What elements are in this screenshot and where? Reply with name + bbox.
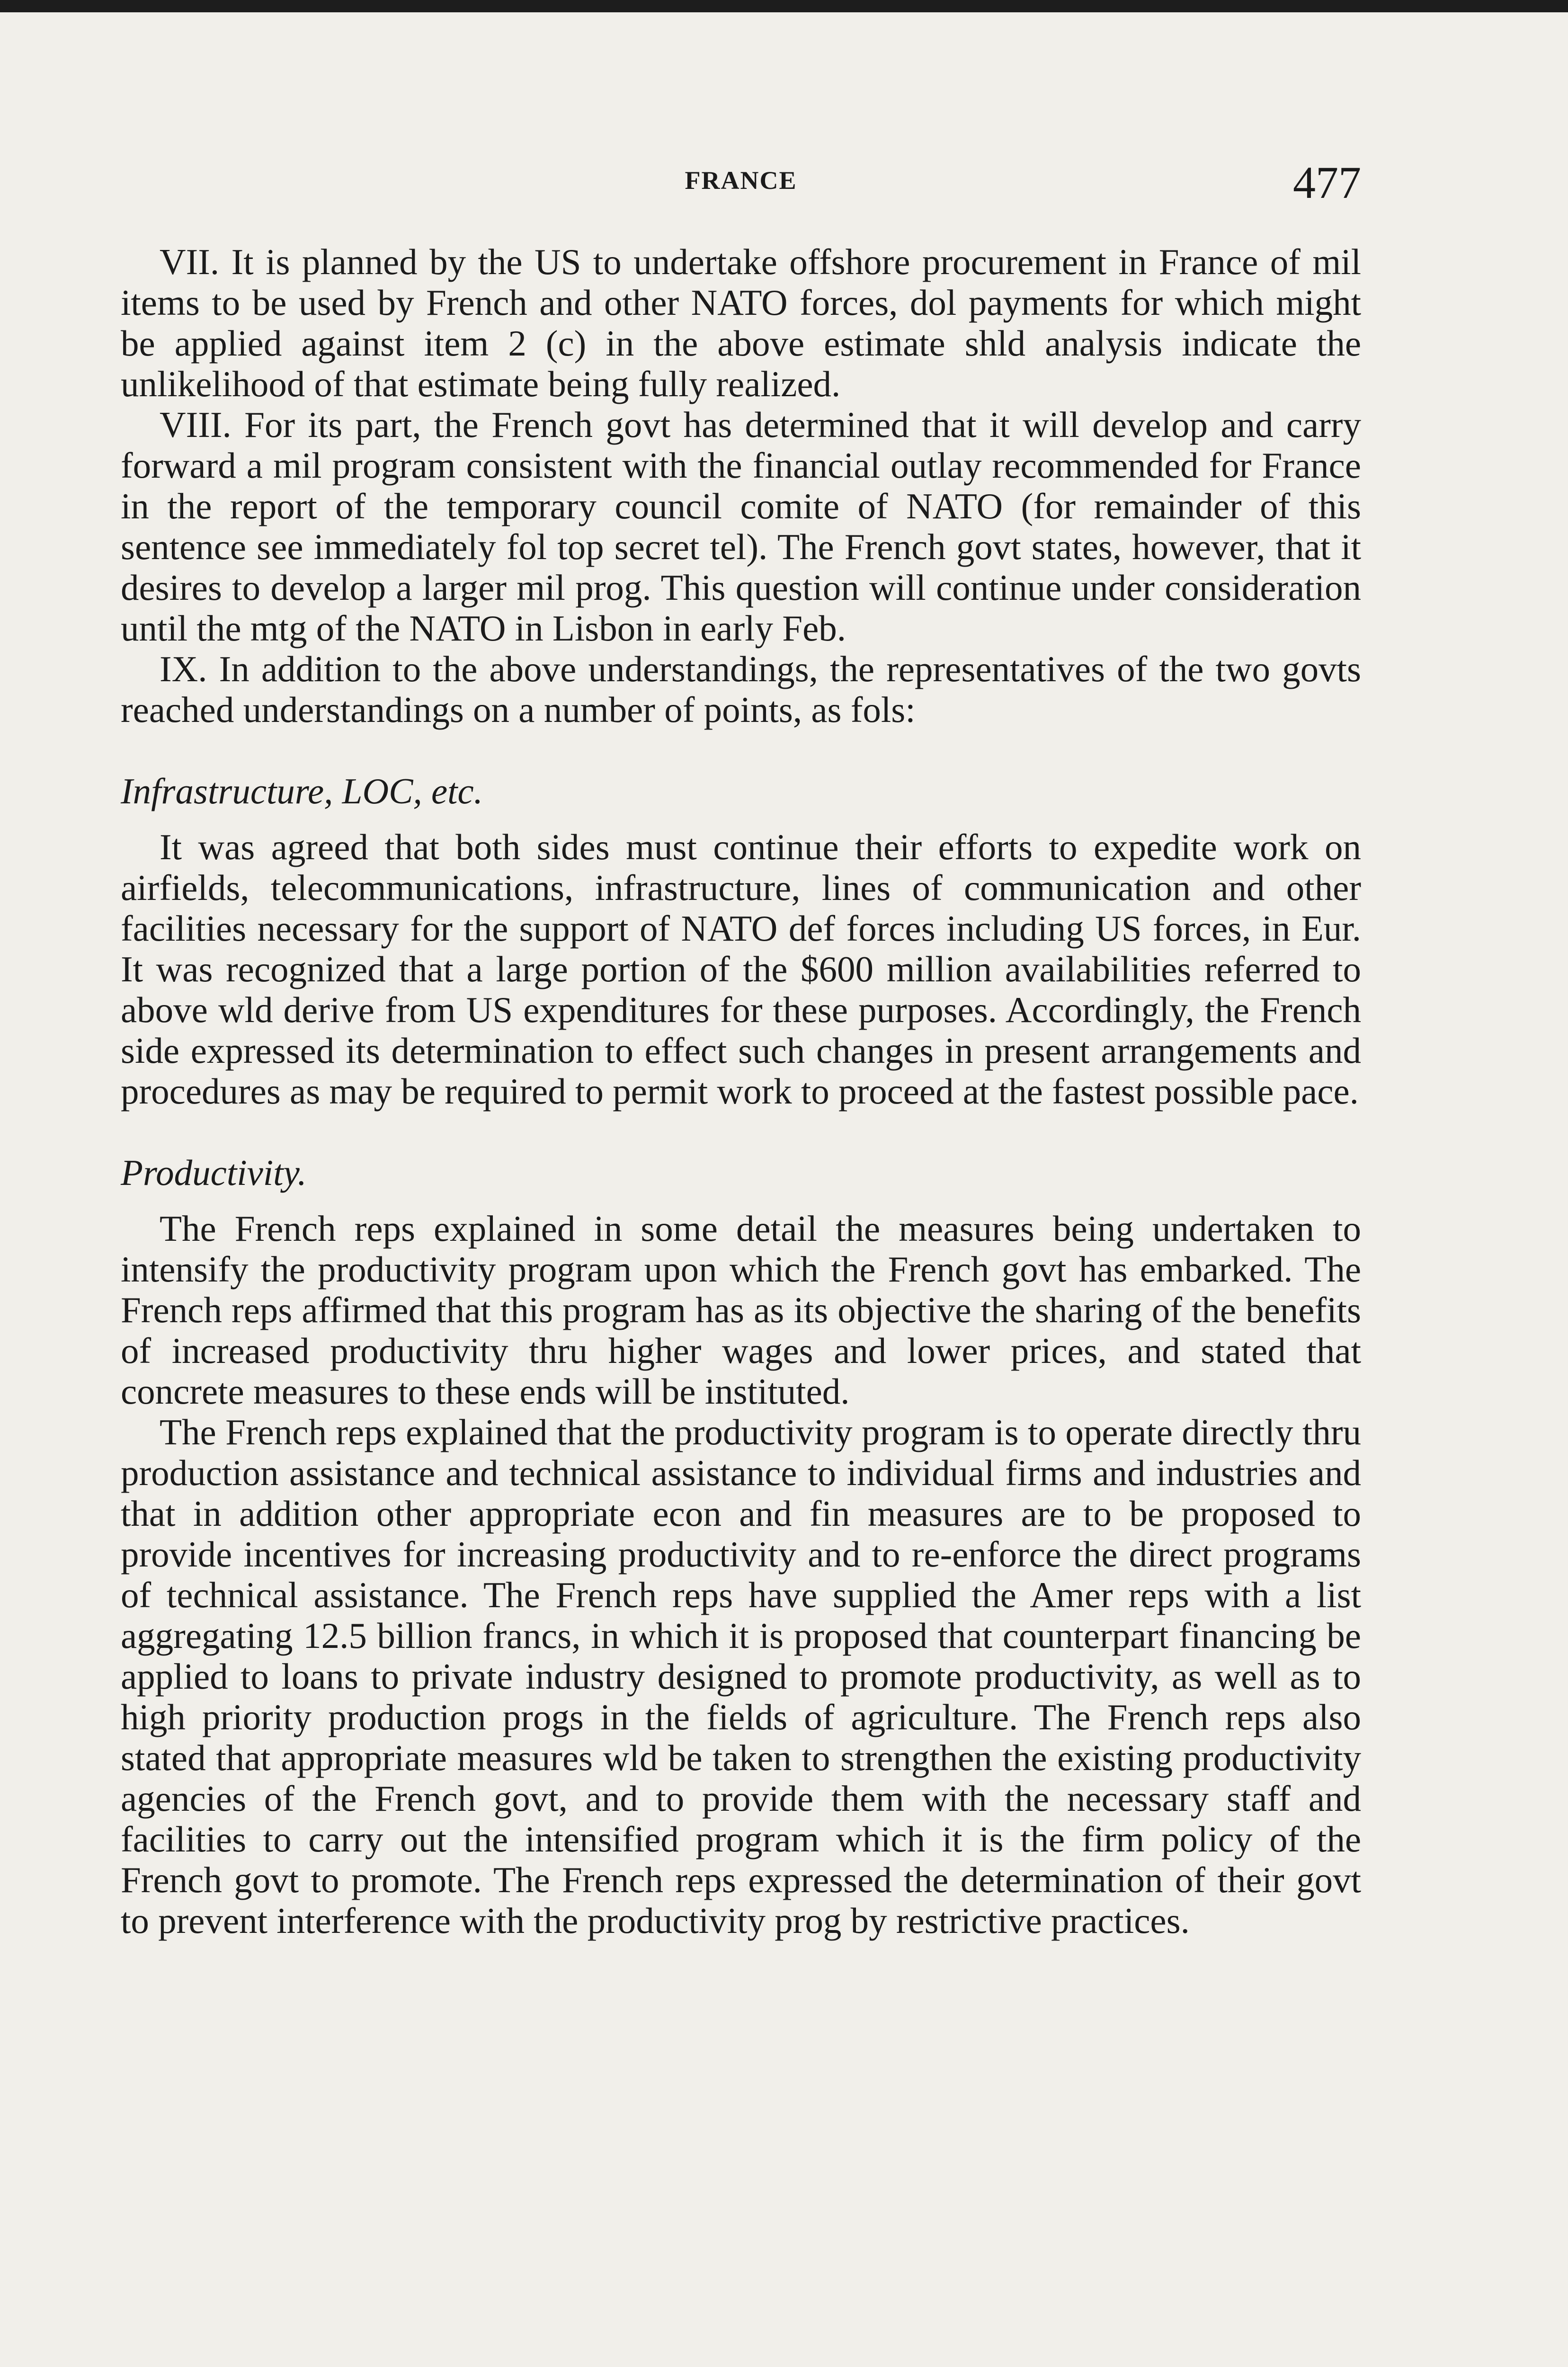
page-body [121, 241, 1361, 1941]
paragraph-ix: IX. In addition to the above understandings, the representatives of the two govts reached understandings on a number of points, as fols: [121, 649, 1361, 730]
paragraph-vii: VII. It is planned by the US to undertake offshore procurement in France of mil items to be used by French and other NATO forces, dol payments for which might be applied against item 2 (c) in the above estimate shld analysis indicate the unlikelihood of that estimate being fully realized. [121, 241, 1361, 404]
paragraph-viii: VIII. For its part, the French govt has determined that it will develop and carry forward a mil program consistent with the financial outlay recommended for France in the report of the temporary council comite of NATO (for remainder of this sentence see immediately fol top secret tel). The French govt states, however, that it desires to develop a larger mil prog. This question will continue under consideration until the mtg of the NATO in Lisbon in early Feb. [121, 404, 1361, 649]
productivity-paragraph-2: The French reps explained that the productivity program is to operate directly thru production assistance and technical assistance to individual firms and industries and that in addition other appropriate econ and fin measures are to be proposed to provide incentives for increasing productivity and to re-enforce the direct programs of technical assistance. The French reps have supplied the Amer reps with a list aggregating 12.5 billion francs, in which it is proposed that counterpart financing be applied to loans to private industry designed to promote productivity, as well as to high priority production progs in the fields of agriculture. The French reps also stated that appropriate measures wld be taken to strengthen the existing productivity agencies of the French govt, and to provide them with the necessary staff and facilities to carry out the intensified program which it is the firm policy of the French govt to promote. The French reps expressed the determination of their govt to prevent interference with the productivity prog by restrictive practices. [121, 1412, 1361, 1941]
running-head: FRANCE [685, 166, 797, 195]
page-header [121, 156, 1361, 213]
infrastructure-paragraph: It was agreed that both sides must continue their efforts to expedite work on airfields, telecommunications, infrastructure, lines of communication and other facilities necessary for the support of NATO def forces including US forces, in Eur. It was recognized that a large portion of the $600 million availabilities referred to above wld derive from US expenditures for these purposes. Accordingly, the French side expressed its determination to effect such changes in present arrangements and procedures as may be required to permit work to proceed at the fastest possible pace. [121, 827, 1361, 1112]
top-edge-rule [0, 0, 1568, 12]
page-number: 477 [1293, 157, 1361, 208]
productivity-paragraph-1: The French reps explained in some detail the measures being undertaken to intensify the productivity program upon which the French govt has embarked. The French reps affirmed that this program has as its objective the sharing of the benefits of increased productivity thru higher wages and lower prices, and stated that concrete measures to these ends will be instituted. [121, 1208, 1361, 1412]
productivity-heading: Productivity. [121, 1152, 307, 1193]
infrastructure-heading: Infrastructure, LOC, etc. [121, 771, 483, 811]
